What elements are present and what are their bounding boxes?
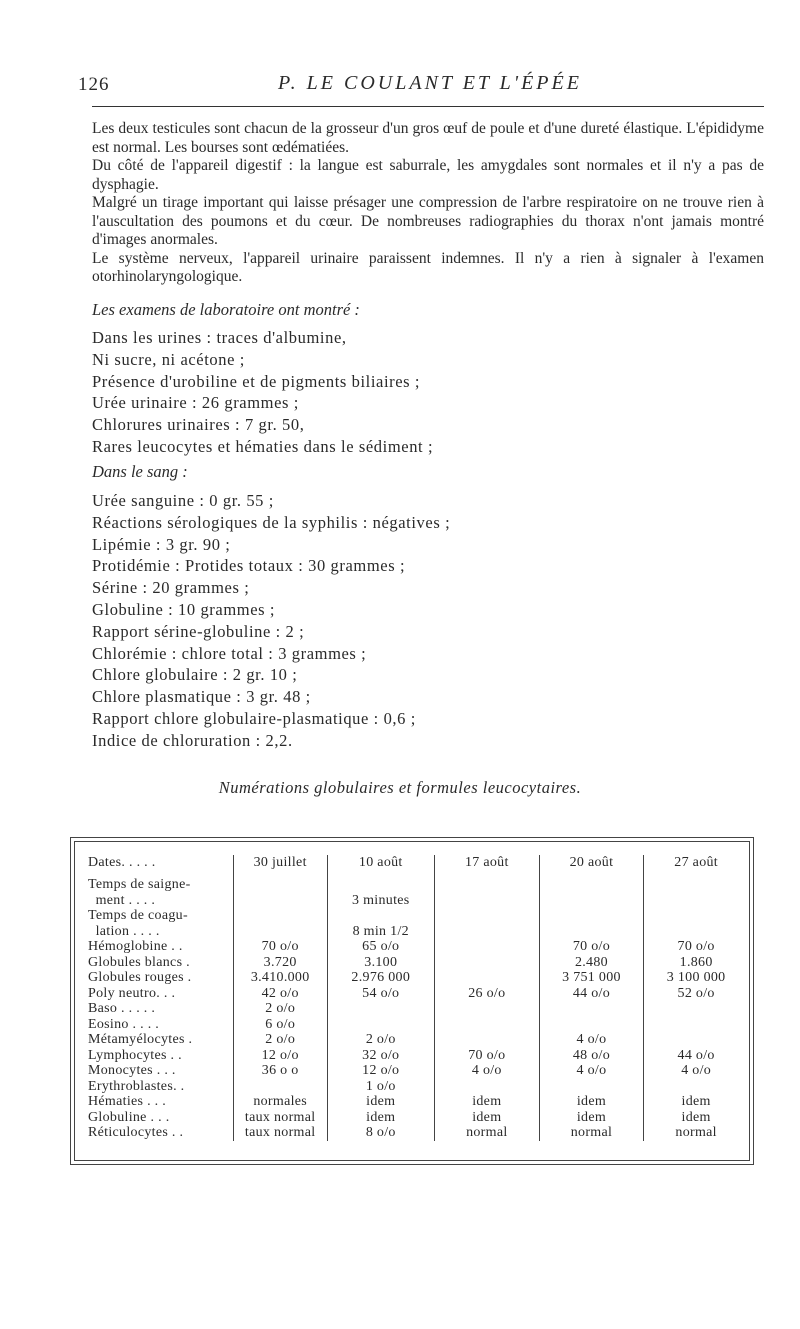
blood-count-table: [74, 855, 748, 1141]
list-item: Rapport chlore globulaire-plasmatique : 0,6 ;: [92, 708, 416, 728]
table-row: [74, 986, 748, 1002]
list-item: Urée urinaire : 26 grammes ;: [92, 393, 299, 413]
table-cell: [327, 908, 434, 924]
table-row: [74, 1110, 748, 1126]
table-cell: idem: [644, 1094, 748, 1110]
table-cell: idem: [539, 1094, 644, 1110]
row-label: Lymphocytes . .: [88, 1047, 182, 1063]
list-item: Rares leucocytes et hématies dans le sédiment ;: [92, 436, 434, 456]
list-item: Présence d'urobiline et de pigments biliaires ;: [92, 371, 421, 391]
table-cell: [644, 924, 748, 940]
table-cell: [233, 893, 327, 909]
table-cell: 2 o/o: [327, 1032, 434, 1048]
table-cell: [644, 877, 748, 893]
table-cell: 2 o/o: [233, 1032, 327, 1048]
table-cell: 54 o/o: [327, 986, 434, 1002]
table-cell: 1 o/o: [327, 1079, 434, 1095]
list-item: Ni sucre, ni acétone ;: [92, 349, 245, 369]
list-item: Urée sanguine : 0 gr. 55 ;: [92, 491, 274, 510]
table-row: [74, 1032, 748, 1048]
table-row: [74, 970, 748, 986]
table-cell: [644, 893, 748, 909]
table-cell: taux normal: [233, 1110, 327, 1126]
table-cell: normal: [644, 1125, 748, 1141]
table-cell: 70 o/o: [539, 939, 644, 955]
table-row: [74, 877, 748, 893]
clinical-text: [92, 120, 764, 287]
row-label: Monocytes . . .: [88, 1063, 176, 1078]
list-item: Chlore globulaire : 2 gr. 10 ;: [92, 665, 298, 685]
list-item: Réactions sérologiques de la syphilis : négatives ;: [92, 512, 451, 532]
row-label: Baso . . . . .: [88, 1001, 156, 1016]
column-header: 10 août: [327, 855, 434, 877]
table-cell: 36 o o: [233, 1063, 327, 1079]
table-cell: 2.976 000: [327, 970, 434, 986]
table-cell: 70 o/o: [644, 939, 748, 955]
table-cell: 42 o/o: [233, 986, 327, 1002]
table-cell: [434, 924, 539, 940]
table-cell: [434, 1079, 539, 1095]
table-cell: [539, 1079, 644, 1095]
table-cell: 12 o/o: [233, 1048, 327, 1064]
row-label: ment . . . .: [88, 892, 156, 908]
table-row: [74, 908, 748, 924]
table-cell: 8 min 1/2: [327, 924, 434, 940]
column-header: 27 août: [644, 855, 748, 877]
row-label: lation . . . .: [88, 923, 160, 939]
table-cell: idem: [434, 1094, 539, 1110]
lab-heading: Les examens de laboratoire ont montré :: [92, 300, 360, 319]
list-item: Indice de chloruration : 2,2.: [92, 730, 293, 750]
list-item: Sérine : 20 grammes ;: [92, 578, 250, 598]
table-cell: [539, 924, 644, 940]
table-cell: [434, 1017, 539, 1033]
table-cell: idem: [539, 1110, 644, 1126]
paragraph: Le système nerveux, l'appareil urinaire paraissent indemnes. Il n'y a rien à signaler à l'examen otorhinolaryngologique.: [92, 249, 764, 285]
list-item: Chlorures urinaires : 7 gr. 50,: [92, 415, 305, 435]
table-cell: 1.860: [644, 955, 748, 971]
table-row: [74, 1048, 748, 1064]
table-cell: [434, 893, 539, 909]
list-item: Rapport sérine-globuline : 2 ;: [92, 621, 305, 641]
table-cell: 6 o/o: [233, 1017, 327, 1033]
table-cell: idem: [644, 1110, 748, 1126]
table-cell: [539, 1001, 644, 1017]
blood-results: [92, 490, 652, 752]
table-cell: [434, 877, 539, 893]
table-cell: 12 o/o: [327, 1063, 434, 1079]
table-cell: 3.720: [233, 955, 327, 971]
table-cell: [539, 877, 644, 893]
table-row: [74, 1001, 748, 1017]
table-row: [74, 955, 748, 971]
table-cell: [434, 908, 539, 924]
table-row: [74, 893, 748, 909]
row-label: Temps de saigne-: [88, 877, 191, 892]
list-item: Lipémie : 3 gr. 90 ;: [92, 534, 231, 554]
list-item: Chlorémie : chlore total : 3 grammes ;: [92, 643, 367, 663]
header-rule: [92, 106, 764, 107]
paragraph: Malgré un tirage important qui laisse présager une compression de l'arbre respiratoire on ne trouve rien à l'auscultation des poumons et du cœur. De nombreuses radiographies du thorax n'ont jamais montré d'images anormales.: [92, 194, 764, 248]
table-cell: 44 o/o: [644, 1048, 748, 1064]
table-cell: [327, 1001, 434, 1017]
table-caption: Numérations globulaires et formules leucocytaires.: [218, 778, 582, 797]
row-label: Erythroblastes. .: [88, 1078, 185, 1094]
row-label: Hématies . . .: [88, 1094, 167, 1109]
column-header: Dates. . . . .: [88, 855, 156, 870]
table-cell: [434, 955, 539, 971]
table-cell: 32 o/o: [327, 1048, 434, 1064]
table-cell: 4 o/o: [644, 1063, 748, 1079]
table-cell: [644, 1017, 748, 1033]
urine-results: [92, 327, 652, 458]
table-cell: normal: [434, 1125, 539, 1141]
row-label: Poly neutro. . .: [88, 985, 176, 1001]
table-cell: idem: [327, 1110, 434, 1126]
table-row: [74, 1094, 748, 1110]
row-label: Hémoglobine . .: [88, 939, 183, 954]
table-row: [74, 939, 748, 955]
table-cell: 3 100 000: [644, 970, 748, 986]
list-item: Protidémie : Protides totaux : 30 grammes ;: [92, 556, 406, 576]
table-cell: idem: [327, 1094, 434, 1110]
list-item: Chlore plasmatique : 3 gr. 48 ;: [92, 687, 311, 707]
row-label: Globules blancs .: [88, 954, 190, 970]
list-item: Dans les urines : traces d'albumine,: [92, 328, 347, 347]
table-cell: [233, 908, 327, 924]
table-cell: normal: [539, 1125, 644, 1141]
table-row: [74, 1079, 748, 1095]
table-cell: [644, 1032, 748, 1048]
table-cell: [539, 908, 644, 924]
table-cell: [434, 1001, 539, 1017]
table-cell: 3 minutes: [327, 893, 434, 909]
table-cell: [327, 1017, 434, 1033]
row-label: Globuline . . .: [88, 1109, 170, 1125]
table-cell: 3.410.000: [233, 970, 327, 986]
list-item: Globuline : 10 grammes ;: [92, 599, 276, 619]
running-title: P. LE COULANT ET L'ÉPÉE: [278, 72, 582, 94]
table-cell: [539, 1017, 644, 1033]
row-label: Temps de coagu-: [88, 908, 188, 923]
table-cell: [644, 1001, 748, 1017]
page-number: 126: [78, 74, 110, 95]
table-cell: 4 o/o: [434, 1063, 539, 1079]
table-cell: 52 o/o: [644, 986, 748, 1002]
table-cell: 48 o/o: [539, 1048, 644, 1064]
table-row: [74, 1063, 748, 1079]
table-cell: [644, 908, 748, 924]
table-cell: [327, 877, 434, 893]
table-header-row: [74, 855, 748, 877]
row-label: Eosino . . . .: [88, 1016, 160, 1032]
table-row: [74, 1017, 748, 1033]
table-cell: 26 o/o: [434, 986, 539, 1002]
column-header: 20 août: [539, 855, 644, 877]
row-label: Globules rouges .: [88, 970, 192, 985]
row-label: Métamyélocytes .: [88, 1032, 193, 1047]
table-cell: [644, 1079, 748, 1095]
table-cell: 70 o/o: [434, 1048, 539, 1064]
table-cell: [233, 1079, 327, 1095]
table-cell: [434, 970, 539, 986]
table-cell: [233, 924, 327, 940]
table-cell: 8 o/o: [327, 1125, 434, 1141]
table-cell: idem: [434, 1110, 539, 1126]
table-cell: [539, 893, 644, 909]
table-row: [74, 924, 748, 940]
table-cell: taux normal: [233, 1125, 327, 1141]
table-cell: normales: [233, 1094, 327, 1110]
column-header: 17 août: [434, 855, 539, 877]
table-cell: 65 o/o: [327, 939, 434, 955]
table-cell: 70 o/o: [233, 939, 327, 955]
row-label: Réticulocytes . .: [88, 1125, 184, 1140]
table-cell: 4 o/o: [539, 1032, 644, 1048]
column-header: 30 juillet: [233, 855, 327, 877]
table-cell: 3 751 000: [539, 970, 644, 986]
table-cell: [233, 877, 327, 893]
table-cell: 44 o/o: [539, 986, 644, 1002]
paragraph: Du côté de l'appareil digestif : la langue est saburrale, les amygdales sont normales et il n'y a pas de dysphagie.: [92, 157, 764, 193]
table-row: [74, 1125, 748, 1141]
table-cell: 4 o/o: [539, 1063, 644, 1079]
paragraph: Les deux testicules sont chacun de la grosseur d'un gros œuf de poule et d'une dureté élastique. L'épididyme est normal. Les bourses sont œdématiées.: [92, 120, 764, 156]
table-cell: [434, 939, 539, 955]
table-cell: 2.480: [539, 955, 644, 971]
table-cell: 3.100: [327, 955, 434, 971]
table-cell: [434, 1032, 539, 1048]
blood-heading: Dans le sang :: [92, 462, 188, 481]
table-cell: 2 o/o: [233, 1001, 327, 1017]
